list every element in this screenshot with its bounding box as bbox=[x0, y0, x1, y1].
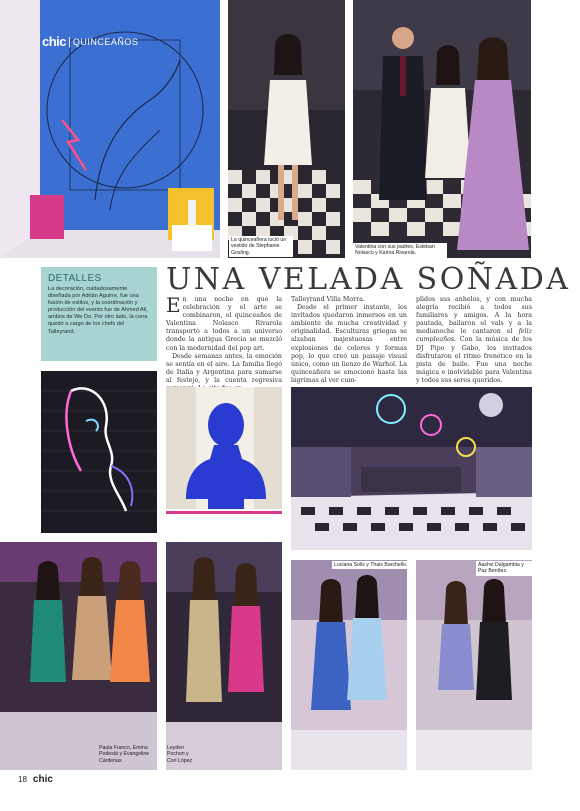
col3-text-b: . Con la música de los DJ Pipo y Gabo, los invitados disfrutaron el ritmo frenético en la pista de baile. Fue una noche mágica e inolvidable para Valentina y todos sus seres queridos. bbox=[416, 336, 532, 384]
col1-paragraph-1: n una noche en que la celebración y el arte se combinaron, el quinceaños de Valentina Nolasco Rivarola transportó a todos a un universo donde la antigua Grecia se mezcló con la modernidad del pop art. bbox=[166, 296, 282, 352]
article-column-1 bbox=[166, 293, 282, 393]
footer-logo: chic bbox=[32, 774, 53, 785]
photo-blue-dresses bbox=[291, 560, 407, 770]
photo-three-friends bbox=[0, 542, 157, 770]
caption-three-friends: Paula Franco, Emma Podestá y Evangeline Cárdenas. bbox=[99, 745, 150, 764]
article-column-2 bbox=[291, 296, 407, 385]
caption-two-friends: Leyden Pochon y Cori López bbox=[167, 745, 193, 764]
article-title: UNA VELADA SOÑADA bbox=[166, 262, 571, 297]
details-heading: DETALLES bbox=[48, 273, 102, 284]
details-body: La decoración, cuidadosamente diseñada por Adrián Aguirre, fue una fusión de estilos, y la coordinación y producción del evento fue de Ahmed Ali, ambos de We Do. Por otro lado, la cena quedó a cargo de los chefs del Talleyrand. bbox=[48, 286, 148, 335]
photo-neon-face bbox=[41, 371, 157, 533]
section-label: QUINCEAÑOS bbox=[72, 36, 139, 47]
col2-paragraph-1: Talleyrand Villa Morra. bbox=[291, 296, 365, 303]
caption-quinceanera: La quinceañera lució un vestido de Stephanie Gosling. bbox=[229, 236, 293, 257]
caption-blue-dresses: Luciana Solis y Thais Barchello. bbox=[332, 561, 410, 569]
details-sidebar bbox=[41, 267, 157, 361]
brand-separator: | bbox=[68, 35, 71, 48]
photo-family bbox=[353, 0, 531, 258]
brand-logo: chic bbox=[42, 34, 67, 49]
photo-blue-bust bbox=[166, 387, 282, 533]
section-brand bbox=[42, 34, 138, 49]
drop-cap: E bbox=[166, 293, 181, 317]
photo-quinceanera-portrait bbox=[228, 0, 345, 258]
page-footer bbox=[18, 774, 53, 785]
col3-text-a: plidos sus anhelos, y con mucha alegría recibió a todos sus familiares y amigos. A la hora pautada, bailaron el vals y a la medianoche le cantaron el bbox=[416, 296, 532, 336]
photo-two-friends bbox=[166, 542, 282, 770]
page-number: 18 bbox=[18, 775, 27, 784]
photo-two-friends-right bbox=[416, 560, 532, 770]
col2-paragraph-2: Desde el primer instante, los invitados quedaron inmersos en un ambiente de mucha creatividad y originalidad. Esculturas griegas se alzaban majestuosas entre explosiones de colores y formas pop, lo que creó un paisaje visual único, como un lienzo de Warhol. La quinceañera se emocionó hasta las lágrimas al ver cum- bbox=[291, 304, 407, 384]
caption-right-friends: Aashvi Dalgambia y Paz Benítez. bbox=[476, 561, 535, 576]
article-column-3 bbox=[416, 296, 532, 385]
col3-emphasis: feliz cumpleaños bbox=[416, 328, 532, 344]
caption-family: Valentina con sus padres, Esteban Nolasco y Karina Rivarola. bbox=[353, 243, 447, 258]
col1-paragraph-2: Desde semanas antes, la emoción se sentía en el aire. La familia llegó de Italia y Argentina para sumarse al festejo, y la cuenta regresiva bbox=[166, 352, 282, 384]
photo-venue-interior bbox=[291, 387, 532, 550]
